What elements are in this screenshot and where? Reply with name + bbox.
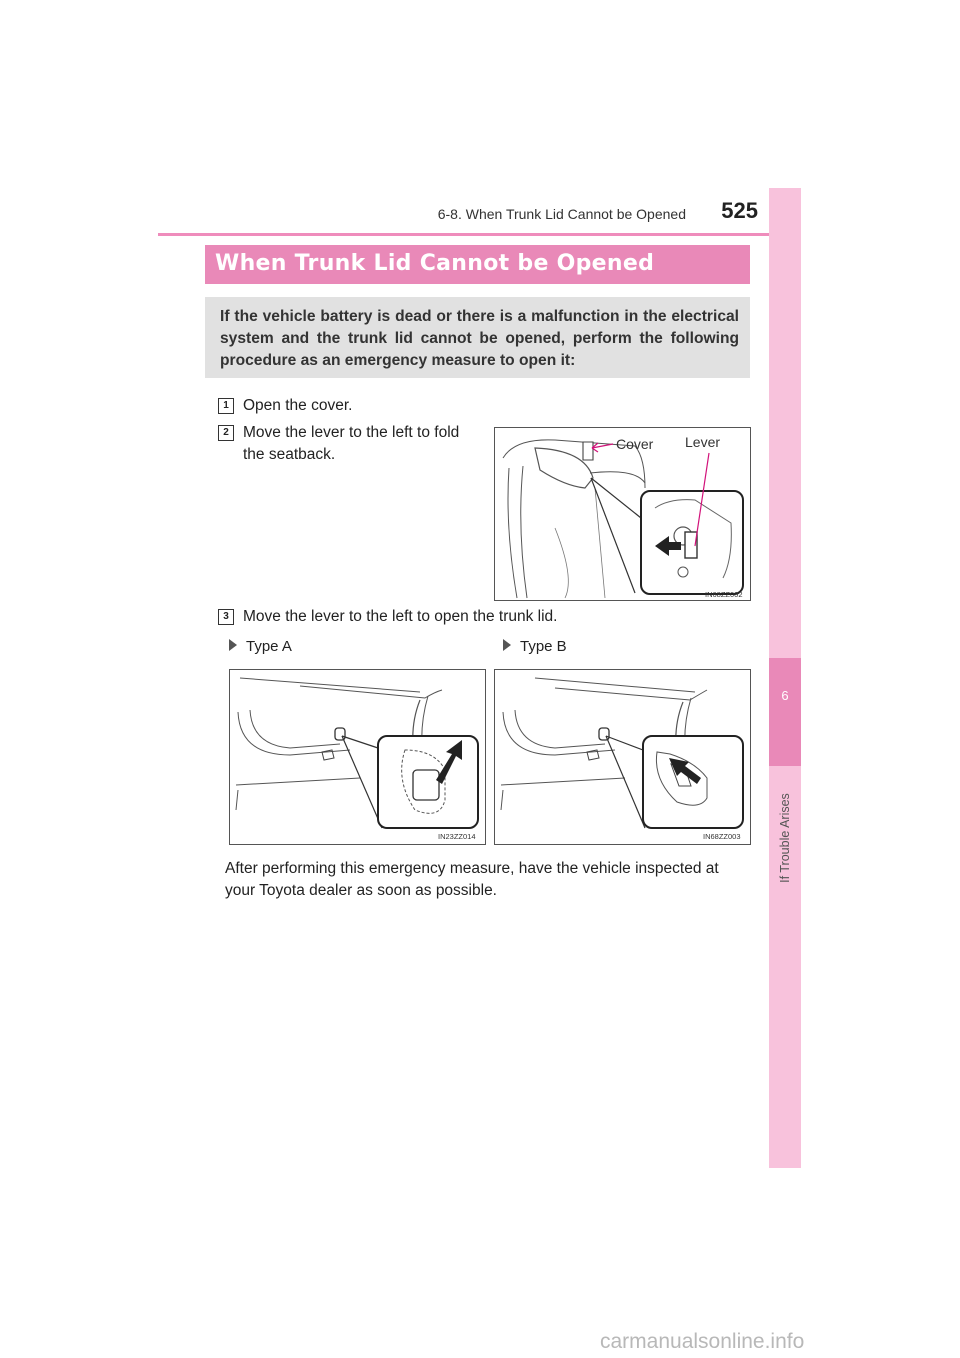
step-1-badge: 1 — [218, 398, 234, 414]
type-b-illustration — [495, 670, 750, 844]
figure-code: IN68ZZ003 — [703, 832, 741, 841]
lever-label: Lever — [685, 434, 721, 450]
step-2-text: Move the lever to the left to fold the seatback. — [243, 424, 460, 463]
page-number: 525 — [721, 198, 758, 223]
chapter-tab — [769, 658, 801, 766]
watermark: carmanualsonline.info — [600, 1330, 805, 1353]
seatback-lever-figure — [494, 427, 751, 601]
step-2-badge: 2 — [218, 425, 234, 441]
type-a-label: Type A — [229, 638, 292, 655]
type-b-figure — [494, 669, 751, 845]
intro-box — [205, 297, 750, 378]
step-1-text: Open the cover. — [243, 397, 353, 414]
figure-code: IN23ZZ014 — [438, 832, 476, 841]
intro-text: If the vehicle battery is dead or there is a malfunction in the electrical system and the trunk lid cannot be opened, perform the following procedure as an emergency measure to open it: — [220, 308, 739, 369]
chapter-title — [772, 788, 798, 888]
chapter-number: 6 — [781, 688, 789, 703]
seatback-lever-illustration — [495, 428, 750, 600]
type-a-figure — [229, 669, 486, 845]
type-a-illustration — [230, 670, 485, 844]
header-rule — [158, 233, 800, 236]
type-b-label: Type B — [503, 638, 567, 655]
triangle-bullet-icon — [229, 639, 237, 651]
step-3-badge: 3 — [218, 609, 234, 625]
triangle-bullet-icon — [503, 639, 511, 651]
chapter-title-text: If Trouble Arises — [778, 793, 792, 883]
cover-label: Cover — [616, 436, 654, 452]
inspection-note: After performing this emergency measure, have the vehicle inspected at your Toyota dealer as soon as possible. — [225, 860, 719, 899]
section-title: When Trunk Lid Cannot be Opened — [215, 251, 655, 276]
step-3-text: Move the lever to the left to open the trunk lid. — [243, 608, 558, 625]
figure-code: IN68ZZ002 — [705, 590, 743, 599]
running-header-section: 6-8. When Trunk Lid Cannot be Opened — [437, 206, 686, 222]
